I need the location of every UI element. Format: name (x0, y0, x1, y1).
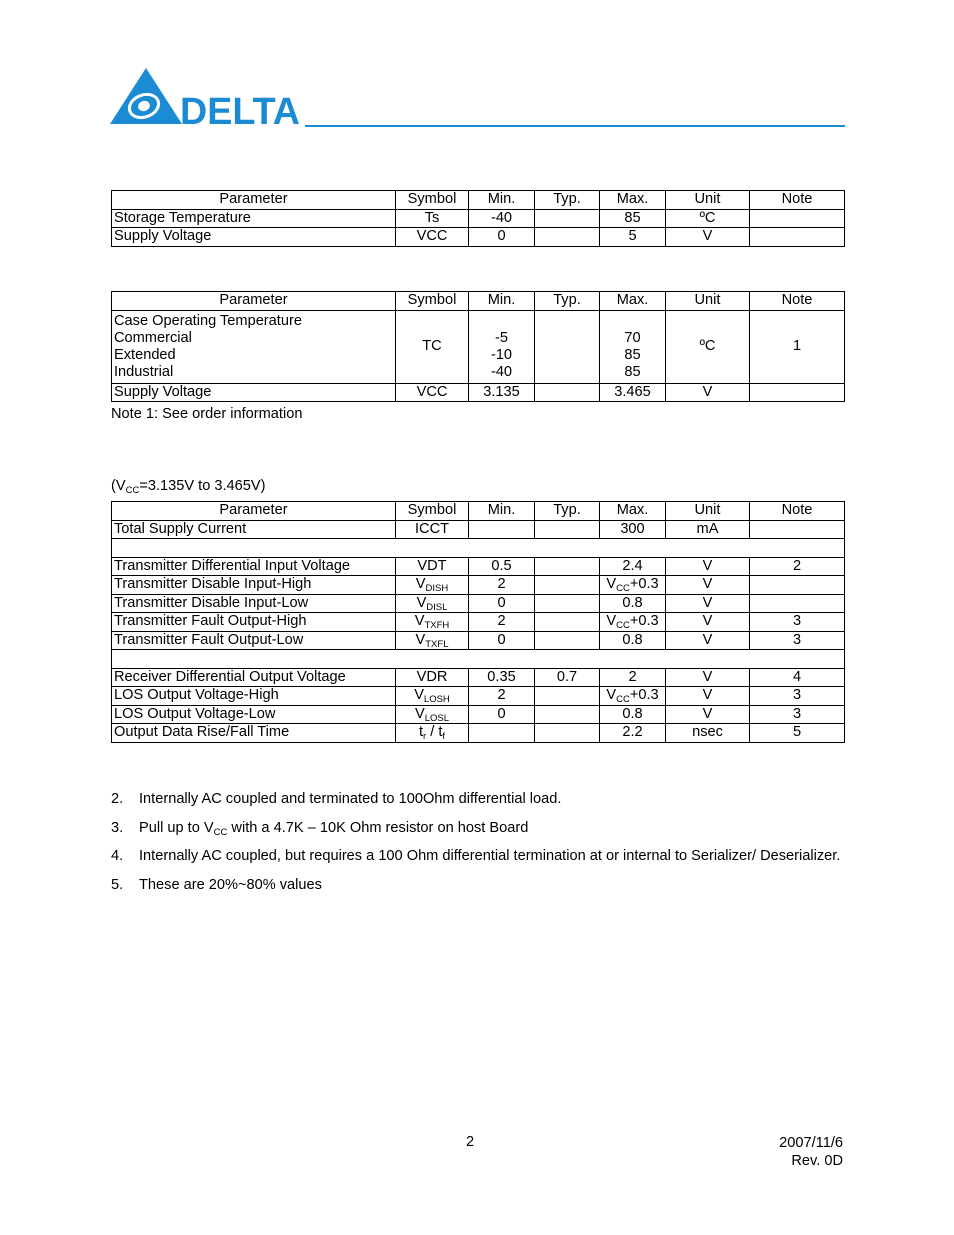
note-cell (750, 576, 845, 595)
max-cell (600, 310, 666, 383)
param-cell: Transmitter Fault Output-Low (112, 631, 396, 650)
col-typ: Typ. (535, 502, 600, 521)
max-main: V (606, 687, 617, 704)
param-cell (112, 310, 396, 383)
symbol-sub2: f (442, 731, 446, 742)
col-note: Note (750, 292, 845, 311)
table-row (112, 228, 845, 247)
min-cell: 0 (469, 705, 535, 724)
spacer-cell (112, 650, 845, 669)
note-cell: 3 (750, 631, 845, 650)
symbol-sub: DISH (425, 583, 449, 594)
max-cell (600, 613, 666, 632)
col-max: Max. (600, 191, 666, 210)
typ-cell (535, 631, 600, 650)
note-cell (750, 594, 845, 613)
typ-cell (535, 228, 600, 247)
spacer-row (112, 650, 845, 669)
table-row (112, 520, 845, 539)
col-unit: Unit (666, 191, 750, 210)
param-cell: LOS Output Voltage-High (112, 687, 396, 706)
spacer-cell (112, 539, 845, 558)
table-row (112, 310, 845, 383)
param-cell: Total Supply Current (112, 520, 396, 539)
table-row (112, 209, 845, 228)
min-industrial: -40 (490, 363, 513, 380)
symbol-main: VDR (416, 668, 448, 685)
notes-list (111, 785, 844, 899)
max-commercial: 70 (624, 329, 641, 346)
col-symbol: Symbol (396, 502, 469, 521)
max-main: V (606, 576, 617, 593)
symbol-main: V (414, 613, 425, 630)
max-cell (600, 631, 666, 650)
symbol-cell (396, 631, 469, 650)
table-header-row (112, 191, 845, 210)
note-cell (750, 383, 845, 402)
unit-cell: V (666, 594, 750, 613)
col-typ: Typ. (535, 292, 600, 311)
max-cell: 5 (600, 228, 666, 247)
note-cell: 3 (750, 687, 845, 706)
delta-logo (108, 66, 304, 128)
min-extended: -10 (490, 346, 513, 363)
grade-industrial: Industrial (114, 363, 174, 380)
unit-cell: V (666, 576, 750, 595)
note-item (111, 871, 844, 900)
grade-extended: Extended (114, 346, 176, 363)
symbol-main: VDT (417, 557, 447, 574)
symbol-cell (396, 613, 469, 632)
param-cell: Transmitter Disable Input-Low (112, 594, 396, 613)
min-cell: 0.5 (469, 557, 535, 576)
typ-cell (535, 594, 600, 613)
note-number: 3. (111, 819, 124, 836)
max-main: 2 (628, 668, 637, 685)
max-extended: 85 (624, 346, 641, 363)
table-row (112, 687, 845, 706)
temp-title: Case Operating Temperature (114, 312, 302, 329)
max-sub: CC (616, 620, 630, 631)
min-cell (469, 310, 535, 383)
col-min: Min. (469, 292, 535, 311)
note-post: with a 4.7K – 10K Ohm resistor on host Board (227, 819, 529, 836)
col-note: Note (750, 502, 845, 521)
note-item (111, 842, 844, 871)
typ-cell (535, 209, 600, 228)
revision-block (779, 1134, 843, 1170)
symbol-sub: LOSH (423, 694, 450, 705)
col-min: Min. (469, 502, 535, 521)
note-number: 2. (111, 791, 124, 807)
min-cell: 0 (469, 631, 535, 650)
symbol-main: V (414, 687, 424, 704)
symbol-cell: VCC (396, 228, 469, 247)
min-cell: 0 (469, 594, 535, 613)
table-row (112, 576, 845, 595)
param-cell: Supply Voltage (112, 383, 396, 402)
note-pre: Pull up to V (139, 819, 214, 836)
col-parameter: Parameter (112, 502, 396, 521)
vcc-condition (111, 478, 266, 494)
cond-prefix: (V (111, 478, 126, 494)
typ-cell (535, 613, 600, 632)
col-max: Max. (600, 502, 666, 521)
unit-cell: V (666, 687, 750, 706)
min-commercial: -5 (495, 329, 508, 346)
typ-cell (535, 724, 600, 743)
note-cell: 1 (750, 310, 845, 383)
max-main: 0.8 (622, 705, 643, 722)
note-cell: 5 (750, 724, 845, 743)
max-cell (600, 724, 666, 743)
max-sub: CC (616, 583, 630, 594)
max-main: 2.4 (622, 557, 643, 574)
col-typ: Typ. (535, 191, 600, 210)
typ-cell (535, 520, 600, 539)
col-note: Note (750, 191, 845, 210)
symbol-cell (396, 594, 469, 613)
symbol-cell (396, 705, 469, 724)
col-symbol: Symbol (396, 292, 469, 311)
symbol-cell (396, 724, 469, 743)
param-cell: Supply Voltage (112, 228, 396, 247)
max-main: 0.8 (622, 594, 643, 611)
note-cell: 3 (750, 705, 845, 724)
note-cell: 3 (750, 613, 845, 632)
min-cell (469, 724, 535, 743)
symbol-sub: TXFL (425, 638, 449, 650)
min-cell: 2 (469, 576, 535, 595)
symbol-cell: VCC (396, 383, 469, 402)
param-cell: Receiver Differential Output Voltage (112, 668, 396, 687)
unit-cell: V (666, 557, 750, 576)
document-revision: Rev. 0D (791, 1153, 843, 1169)
max-cell (600, 668, 666, 687)
unit-cell: ºC (666, 209, 750, 228)
max-tail: +0.3 (629, 576, 659, 593)
note-cell: 2 (750, 557, 845, 576)
absolute-maximum-table (111, 190, 845, 247)
param-cell: Storage Temperature (112, 209, 396, 228)
table-row (112, 613, 845, 632)
note-text (139, 814, 844, 843)
receiver-rows (112, 668, 845, 742)
electrical-characteristics-table (111, 501, 845, 743)
symbol-cell (396, 668, 469, 687)
max-industrial: 85 (624, 363, 641, 380)
note-1: Note 1: See order information (111, 406, 303, 422)
table-row (112, 594, 845, 613)
symbol-cell (396, 687, 469, 706)
min-cell: -40 (469, 209, 535, 228)
cond-sub: CC (125, 485, 140, 496)
operating-conditions-table (111, 291, 845, 402)
max-cell: 300 (600, 520, 666, 539)
unit-cell: V (666, 613, 750, 632)
note-number: 4. (111, 848, 124, 864)
table-header-row (112, 502, 845, 521)
symbol-cell (396, 576, 469, 595)
symbol-main: V (415, 576, 426, 593)
page-number: 2 (466, 1134, 475, 1150)
max-tail: +0.3 (629, 613, 659, 630)
table-row (112, 668, 845, 687)
max-tail: +0.3 (629, 687, 659, 704)
min-cell (469, 520, 535, 539)
max-main: 0.8 (622, 631, 643, 648)
max-sub: CC (616, 694, 630, 705)
max-cell: 3.465 (600, 383, 666, 402)
table-row (112, 705, 845, 724)
table-header-row (112, 292, 845, 311)
min-cell: 2 (469, 613, 535, 632)
unit-cell: mA (666, 520, 750, 539)
spacer-row (112, 539, 845, 558)
max-cell (600, 687, 666, 706)
symbol-sub: LOSL (424, 712, 450, 724)
table-row (112, 383, 845, 402)
param-cell: Transmitter Differential Input Voltage (112, 557, 396, 576)
unit-cell: nsec (666, 724, 750, 743)
max-main: 2.2 (622, 724, 643, 741)
note-cell (750, 209, 845, 228)
unit-cell: V (666, 383, 750, 402)
unit-cell: V (666, 705, 750, 724)
typ-cell (535, 383, 600, 402)
typ-cell (535, 687, 600, 706)
param-cell: Transmitter Fault Output-High (112, 613, 396, 632)
typ-cell: 0.7 (535, 668, 600, 687)
table-row (112, 724, 845, 743)
unit-cell: ºC (666, 310, 750, 383)
note-sub: CC (213, 826, 228, 838)
col-min: Min. (469, 191, 535, 210)
param-cell: Transmitter Disable Input-High (112, 576, 396, 595)
note-number: 5. (111, 876, 124, 893)
col-parameter: Parameter (112, 292, 396, 311)
note-text: Internally AC coupled and terminated to 100Ohm differential load. (139, 791, 562, 807)
unit-cell: V (666, 631, 750, 650)
min-cell: 0.35 (469, 668, 535, 687)
unit-cell: V (666, 228, 750, 247)
min-cell: 0 (469, 228, 535, 247)
typ-cell (535, 576, 600, 595)
col-max: Max. (600, 292, 666, 311)
symbol-cell (396, 557, 469, 576)
symbol-sub: r (423, 731, 427, 742)
col-parameter: Parameter (112, 191, 396, 210)
symbol-cell: TC (396, 310, 469, 383)
max-cell: 85 (600, 209, 666, 228)
symbol-mid: / t (426, 724, 443, 741)
max-cell (600, 557, 666, 576)
param-cell: LOS Output Voltage-Low (112, 705, 396, 724)
note-text: These are 20%~80% values (139, 876, 322, 893)
symbol-main: t (418, 724, 424, 741)
document-date: 2007/11/6 (779, 1135, 843, 1151)
typ-cell (535, 705, 600, 724)
table-row (112, 631, 845, 650)
col-symbol: Symbol (396, 191, 469, 210)
min-cell: 2 (469, 687, 535, 706)
symbol-cell: ICCT (396, 520, 469, 539)
grade-commercial: Commercial (114, 329, 192, 346)
symbol-cell: Ts (396, 209, 469, 228)
note-item (111, 785, 844, 814)
header-rule (305, 125, 845, 127)
col-unit: Unit (666, 502, 750, 521)
note-text: Internally AC coupled, but requires a 100 Ohm differential termination at or internal to Serializer/ Deserializer. (139, 848, 841, 864)
table-row (112, 557, 845, 576)
note-cell: 4 (750, 668, 845, 687)
max-main: V (606, 613, 617, 630)
typ-cell (535, 310, 600, 383)
note-cell (750, 520, 845, 539)
cond-rest: =3.135V to 3.465V) (139, 478, 266, 494)
note-item (111, 814, 844, 843)
unit-cell: V (666, 668, 750, 687)
max-cell (600, 705, 666, 724)
param-cell: Output Data Rise/Fall Time (112, 724, 396, 743)
symbol-main: V (415, 631, 426, 648)
min-cell: 3.135 (469, 383, 535, 402)
symbol-sub: TXFH (424, 620, 450, 631)
logo-text: DELTA (180, 91, 300, 128)
max-cell (600, 594, 666, 613)
col-unit: Unit (666, 292, 750, 311)
typ-cell (535, 557, 600, 576)
symbol-main: V (416, 594, 427, 611)
symbol-sub: DISL (426, 601, 448, 613)
note-cell (750, 228, 845, 247)
max-cell (600, 576, 666, 595)
symbol-main: V (414, 705, 425, 722)
transmitter-rows (112, 557, 845, 650)
